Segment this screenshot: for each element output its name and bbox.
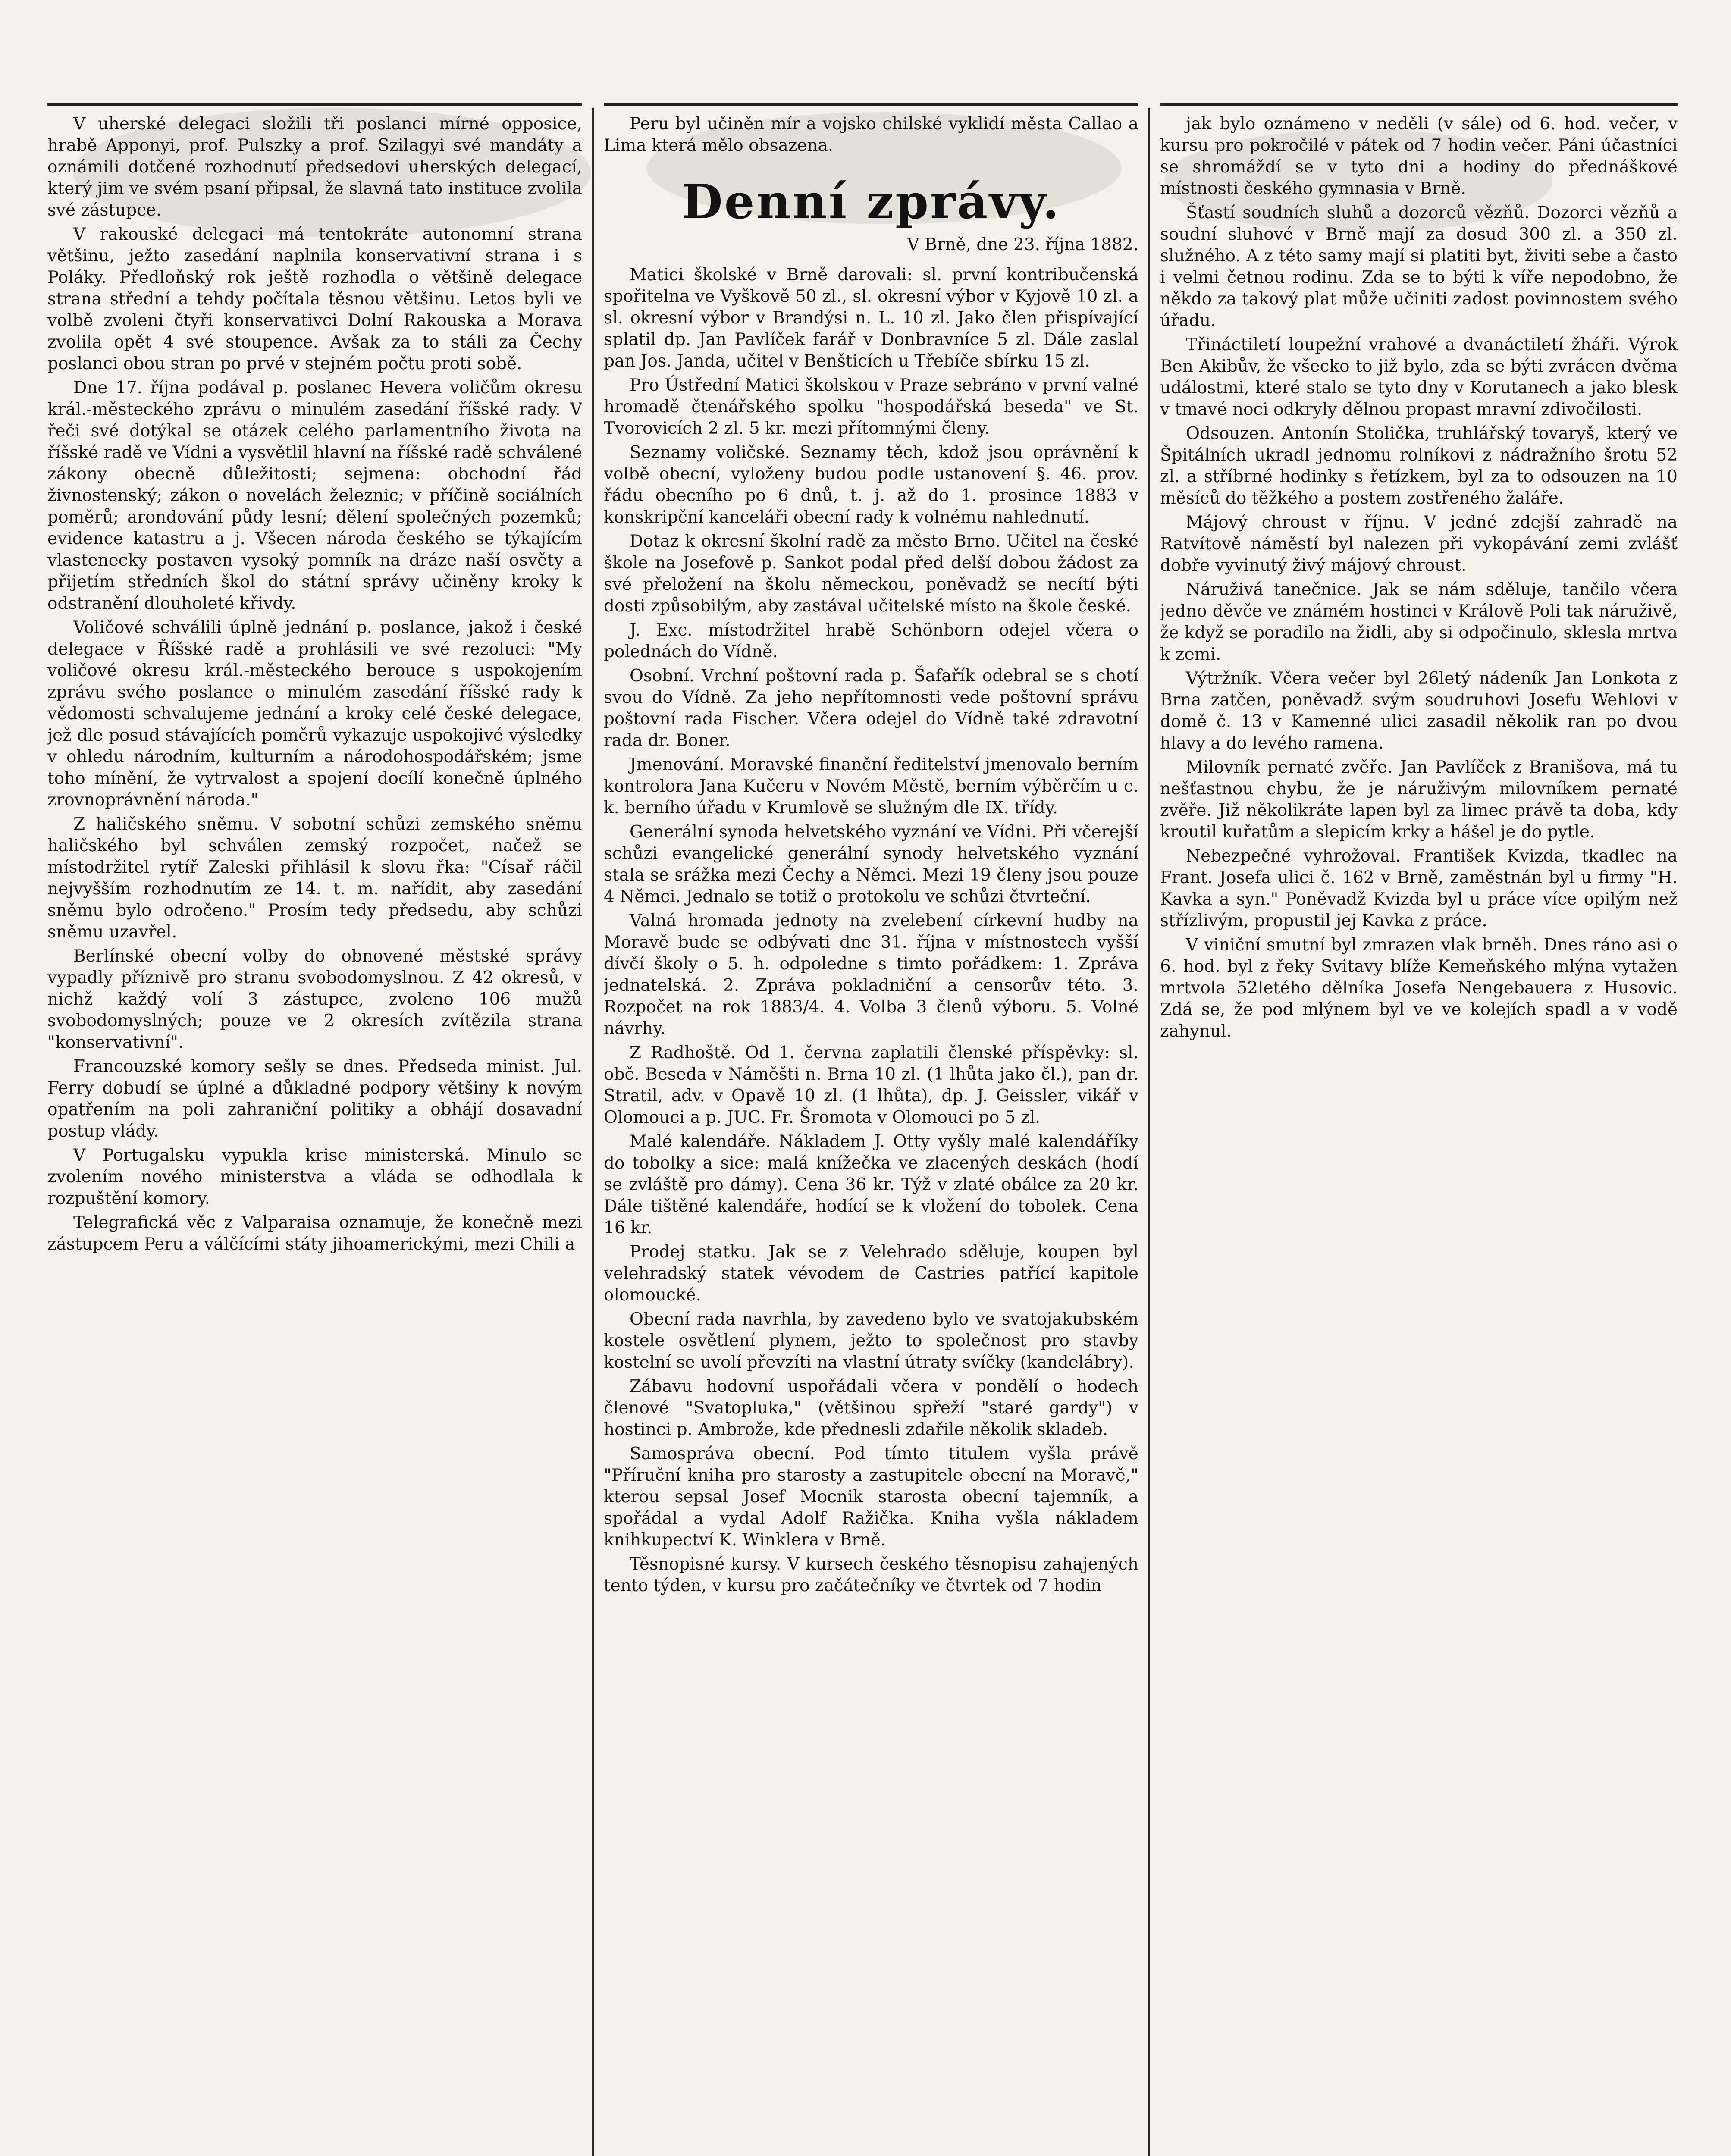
article-paragraph: Milovník pernaté zvěře. Jan Pavlíček z Branišova, má tu nešťastnou chybu, že je náruživým milovníkem pernaté zvěře. Již několikráte lapen byl za limec právě ta doba, kdy kroutil kuřatům a slepicím krky a hášel je do pytle.	[1160, 758, 1678, 842]
article-paragraph: Nebezpečné vyhrožoval. František Kvizda, tkadlec na Frant. Josefa ulici č. 162 v Brně, zaměstnán byl u firmy "H. Kavka a syn." Poněvadž Kvizda byl u práce více opilým než střízlivým, propustil jej Kavka z práce.	[1160, 846, 1678, 931]
article-paragraph: Prodej statku. Jak se z Velehrado sděluje, koupen byl velehradský statek vévodem de Castries patřící kapitole olomoucké.	[604, 1242, 1138, 1305]
article-paragraph: Berlínské obecní volby do obnovené městské správy vypadly příznivě pro stranu svobodomyslnou. Z 42 okresů, v nichž každý volí 3 zástupce, zvoleno 106 mužů svobodomyslných; pouze ve 2 okresích zvítězila strana "konservativní".	[47, 946, 582, 1052]
paper-stain	[647, 112, 1121, 224]
top-rule	[47, 103, 582, 106]
section-headline: Denní zprávy.	[681, 174, 1061, 229]
article-paragraph: Seznamy voličské. Seznamy těch, kdož jsou oprávnění k volbě obecní, vyloženy budou podle ustanovení §. 46. prov. řádu obecního po 6 dnů, t. j. až do 1. prosince 1883 v konskripční kanceláři obecní rady k volnému nahlednutí.	[604, 443, 1138, 527]
article-paragraph: V Portugalsku vypukla krise ministerská. Minulo se zvolením nového ministerstva a vláda se odhodlala k rozpuštění komory.	[47, 1146, 582, 1208]
article-paragraph: Dne 17. října podával p. poslanec Hevera voličům okresu král.-městeckého zprávu o minulém zasedání říšské rady. V řeči své dotýkal se otázek celého parlamentního života na říšské radě ve Vídni a vysvětlil hlavní na říšské radě schválené zákony obecně důležitosti; sejmena: obchodní řád živnostenský; zákon o novelách železnic; v příčině sociálních poměrů; arondování půdy lesní; dělení společných pozemků; evidence katastru a j. Všecen národa českého se týkajícím vlastenecky postaven vysoký pomník na dráze naší osvěty a přijetím středních škol do státní správy učiněny kroky k odstranění dlouholeté křivdy.	[47, 378, 582, 613]
article-paragraph: Z haličského sněmu. V sobotní schůzi zemského sněmu haličského byl schválen zemský rozpočet, načež se místodržitel rytíř Zaleski přihlásil k slovu řka: "Císař ráčil nejvyšším rozhodnutím ze 14. t. m. nařídit, aby zasedání sněmu bylo odročeno." Prosím tedy předsedu, aby schůzi sněmu uzavřel.	[47, 815, 582, 942]
article-paragraph: Těsnopisné kursy. V kursech českého těsnopisu zahajených tento týden, v kursu pro začátečníky ve čtvrtek od 7 hodin	[604, 1554, 1138, 1595]
top-rule	[604, 103, 1138, 106]
article-paragraph: Třináctiletí loupežní vrahové a dvanáctiletí žháři. Výrok Ben Akibův, že všecko to již bylo, zda se býti zvrácen dvěma událostmi, které stalo se tyto dny v Korutanech a jako blesk v tmavé noci odkryly dělnou propast mravní zdivočilosti.	[1160, 335, 1678, 419]
article-paragraph: Májový chroust v říjnu. V jedné zdejší zahradě na Ratvítově náměstí byl nalezen při vykopávání zemi zvlášť dobře vyvinutý živý májový chroust.	[1160, 513, 1678, 575]
newspaper-page	[47, 103, 1678, 2156]
article-paragraph: Dotaz k okresní školní radě za město Brno. Učitel na české škole na Josefově p. Sankot podal před delší dobou žádost za své přeložení na školu německou, poněvadž se necítí býti dosti způsobilým, aby zastával učitelské místo na škole české.	[604, 532, 1138, 616]
article-paragraph: Osobní. Vrchní poštovní rada p. Šafařík odebral se s chotí svou do Vídně. Za jeho nepřítomnosti vede poštovní správu poštovní rada Fischer. Včera odejel do Vídně také zdravotní rada dr. Boner.	[604, 666, 1138, 750]
article-paragraph: Šťastí soudních sluhů a dozorců vězňů. Dozorci vězňů a soudní sluhové v Brně mají za dosud 300 zl. a 350 zl. služného. A z této samy mají si platiti byt, živiti sebe a často i velmi četnou rodinu. Zda se to býti k víře nepodobno, že někdo za takový plat může učiniti zadost povinnostem svého úřadu.	[1160, 203, 1678, 330]
article-paragraph: Jmenování. Moravské finanční ředitelství jmenovalo berním kontrolora Jana Kučeru v Novém Městě, berním výběrčím u c. k. berního úřadu v Krumlově se služným dle IX. třídy.	[604, 755, 1138, 818]
article-paragraph: Výtržník. Včera večer byl 26letý nádeník Jan Lonkota z Brna zatčen, poněvadž svým soudruhovi Josefu Wehlovi v domě č. 13 v Kamenné ulici zasadil několik ran po dvou hlavy a do levého ramena.	[1160, 669, 1678, 753]
article-paragraph: Samospráva obecní. Pod tímto titulem vyšla právě "Příruční kniha pro starosty a zastupitele obecní na Moravě," kterou sepsal Josef Mocnik starosta obecní tajemník, a spořádal a vydal Adolf Ražička. Kniha vyšla nákladem knihkupectví K. Winklera v Brně.	[604, 1444, 1138, 1550]
article-paragraph: V uherské delegaci složili tři poslanci mírné opposice, hrabě Apponyi, prof. Pulszky a prof. Szilagyi své mandáty a oznámili dotčené rozhodnutí předsedovi uherských delegací, který jim ve svém psaní připsal, že slavná tato instituce zvolila své zástupce.	[47, 114, 582, 220]
article-paragraph: Generální synoda helvetského vyznání ve Vídni. Při včerejší schůzi evangelické generální synody helvetského vyznání stala se srážka mezi Čechy a Němci. Mezi 19 členy jsou pouze 4 Němci. Jednalo se totiž o protokolu ve schůzi čtvrteční.	[604, 822, 1138, 906]
article-paragraph: Náruživá tanečnice. Jak se nám sděluje, tančilo včera jedno děvče ve známém hostinci v Králově Poli tak náruživě, že když se poradilo na židli, aby si odpočinulo, sklesla mrtva k zemi.	[1160, 580, 1678, 664]
article-paragraph: J. Exc. místodržitel hrabě Schönborn odejel včera o polednách do Vídně.	[604, 620, 1138, 661]
article-paragraph: Odsouzen. Antonín Stolička, truhlářský tovaryš, který ve Špitálních ukradl jednomu rolníkovi z nádražního šrotu 52 zl. a stříbrné hodinky s řetízkem, byl za to odsouzen na 10 měsíců do těžkého a postem zostřeného žaláře.	[1160, 424, 1678, 508]
column-divider	[1148, 108, 1150, 2156]
dateline: V Brně, dne 23. října 1882.	[907, 235, 1138, 254]
article-paragraph: Valná hromada jednoty na zvelebení církevní hudby na Moravě bude se odbývati dne 31. října v místnostech vyšší dívčí školy o 5. h. odpoledne s timto pořádkem: 1. Zpráva jednatelská. 2. Zpráva pokladniční a censorův této. 3. Rozpočet na rok 1883/4. 4. Volba 3 členů výboru. 5. Volné návrhy.	[604, 911, 1138, 1038]
article-paragraph: Obecní rada navrhla, by zavedeno bylo ve svatojakubském kostele osvětlení plynem, ježto to společnost pro stavby kostelní se uvolí převzíti na vlastní útraty svíčky (kandelábry).	[604, 1310, 1138, 1372]
column-divider	[592, 108, 594, 2156]
article-paragraph: V rakouské delegaci má tentokráte autonomní strana většinu, ježto zasedání naplnila konservativní strana i s Poláky. Předloňský rok ještě rozhodla o většině delegace strana střední a tehdy počítala těsnou většinu. Letos byli ve volbě zvoleni čtyři konservativci Dolní Rakouska a Morava zvolila opět 4 své stoupence. Avšak za to stáli za Čechy poslanci obou stran po prvé v stejném počtu proti sobě.	[47, 225, 582, 373]
article-paragraph: Peru byl učiněn mír a vojsko chilské vyklidí města Callao a Lima která mělo obsazena.	[604, 114, 1138, 155]
article-paragraph: jak bylo oznámeno v neděli (v sále) od 6. hod. večer, v kursu pro pokročilé v pátek od 7 hodin večer. Páni účastníci se shromáždí se v tyto dni a hodiny do přednáškové místnosti českého gymnasia v Brně.	[1160, 114, 1678, 198]
article-paragraph: Telegrafická věc z Valparaisa oznamuje, že konečně mezi zástupcem Peru a válčícími státy jihoamerickými, mezi Chili a	[47, 1213, 582, 1254]
paper-stain	[73, 108, 591, 237]
article-paragraph: Malé kalendáře. Nákladem J. Otty vyšly malé kalendáříky do tobolky a sice: malá knížečka ve zlacených deskách (hodí se zvláště pro dámy). Cena 36 kr. Týž v zlaté obálce za 20 kr. Dále tištěné kalendáře, hodící se k vložení do tobolek. Cena 16 kr.	[604, 1132, 1138, 1238]
paper-stain	[1164, 129, 1552, 233]
article-paragraph: Pro Ústřední Matici školskou v Praze sebráno v první valné hromadě čtenářského spolku "hospodářská beseda" ve St. Tvorovicích 2 zl. 5 kr. mezi přítomnými členy.	[604, 376, 1138, 438]
column-2	[604, 103, 1138, 2156]
article-paragraph: Voličové schválili úplně jednání p. poslance, jakož i české delegace v Říšské radě a prohlásili ve své rezoluci: "My voličové okresu král.-městeckého berouce s uspokojením zprávu svého poslance o minulém zasedání říšské rady k vědomosti schvalujeme jednání a kroky celé české delegace, jež dle posud stávajících poměrů vykazuje uspokojivé výsledky v ohledu národním, kulturním a národohospodářském; jsme toho mínění, že vytrvalost a spojení docílí konečně úplného zrovnoprávnění národa."	[47, 618, 582, 810]
article-paragraph: Zábavu hodovní uspořádali včera v pondělí o hodech členové "Svatopluka," (většinou spřeží "staré gardy") v hostinci p. Ambrože, kde přednesli zdařile několik skladeb.	[604, 1377, 1138, 1439]
article-paragraph: V viniční smutní byl zmrazen vlak brněh. Dnes ráno asi o 6. hod. byl z řeky Svitavy blíže Kemeňského mlýna vytažen mrtvola 52letého dělníka Josefa Nengebauera z Husovic. Zdá se, že pod mlýnem byl ve ve kolejích spadl a v vodě zahynul.	[1160, 935, 1678, 1041]
article-paragraph: Z Radhoště. Od 1. června zaplatili členské příspěvky: sl. obč. Beseda v Náměšti n. Brna 10 zl. (1 lhůta jako čl.), pan dr. Stratil, adv. v Opavě 10 zl. (1 lhůta), dp. J. Geissler, vikář v Olomouci a p. JUC. Fr. Šromota v Olomouci po 5 zl.	[604, 1043, 1138, 1127]
article-paragraph: Matici školské v Brně darovali: sl. první kontribučenská spořitelna ve Vyškově 50 zl., sl. okresní výbor v Kyjově 10 zl. a sl. okresní výbor v Brandýsi n. L. 10 zl. Jako člen přispívající splatil dp. Jan Pavlíček farář v Donbravníce 5 zl. Dále zaslal pan Jos. Janda, učitel v Benšticích u Třebíče sbírku 15 zl.	[604, 265, 1138, 371]
article-paragraph: Francouzské komory sešly se dnes. Předseda minist. Jul. Ferry dobudí se úplné a důkladné podpory většiny k novým opatřením na poli zahraniční politiky a obhájí dosavadní postup vlády.	[47, 1057, 582, 1141]
top-rule	[1160, 103, 1678, 106]
column-3	[1160, 103, 1678, 2156]
column-1	[47, 103, 582, 2156]
